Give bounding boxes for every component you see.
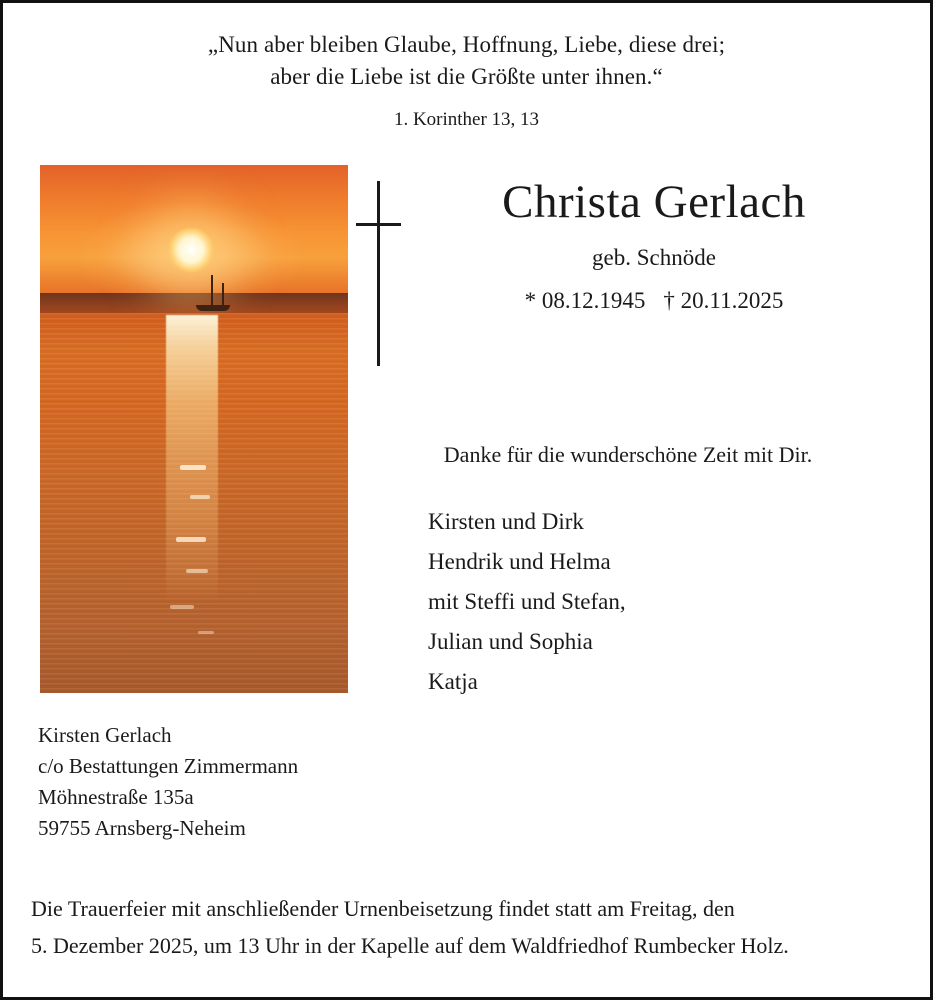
address-line: Kirsten Gerlach xyxy=(38,723,172,747)
deceased-name: Christa Gerlach xyxy=(502,176,806,228)
sunset-photo xyxy=(40,165,348,693)
funeral-details-line-1: Die Trauerfeier mit anschließender Urnenbeisetzung findet statt am Freitag, den xyxy=(31,896,735,921)
mourners-list xyxy=(356,502,900,702)
water-sparkle xyxy=(170,605,194,609)
water-sparkle xyxy=(190,495,210,499)
list-item: Hendrik und Helma xyxy=(428,549,611,574)
birth-date: * 08.12.1945 xyxy=(524,288,646,313)
photo-column xyxy=(3,165,348,693)
main-content xyxy=(3,165,930,702)
verse-line-2: aber die Liebe ist die Größte unter ihnen.“ xyxy=(270,64,663,89)
address-line: c/o Bestattungen Zimmermann xyxy=(38,754,299,778)
cross-icon xyxy=(356,181,404,366)
verse-block xyxy=(3,3,930,131)
name-row xyxy=(356,165,900,366)
text-column xyxy=(348,165,930,702)
verse-source: 1. Korinther 13, 13 xyxy=(393,109,540,130)
list-item: mit Steffi und Stefan, xyxy=(428,589,626,614)
address-line: 59755 Arnsberg-Neheim xyxy=(38,816,246,840)
address-block xyxy=(3,720,930,844)
maiden-name: geb. Schnöde xyxy=(592,245,716,270)
name-block xyxy=(404,175,900,314)
thanks-message: Danke für die wunderschöne Zeit mit Dir. xyxy=(443,442,813,467)
death-date: † 20.11.2025 xyxy=(663,288,784,313)
list-item: Katja xyxy=(428,669,478,694)
verse-line-1: „Nun aber bleiben Glaube, Hoffnung, Liebe, diese drei; xyxy=(207,32,726,57)
sun-icon xyxy=(168,227,214,273)
list-item: Julian und Sophia xyxy=(428,629,593,654)
list-item: Kirsten und Dirk xyxy=(428,509,584,534)
sun-reflection xyxy=(166,315,218,603)
water-sparkle xyxy=(186,569,208,573)
sailboat-icon xyxy=(190,273,238,313)
address-line: Möhnestraße 135a xyxy=(38,785,194,809)
water-sparkle xyxy=(198,631,214,634)
funeral-details-line-2: 5. Dezember 2025, um 13 Uhr in der Kapelle auf dem Waldfriedhof Rumbecker Holz. xyxy=(31,933,789,958)
water-sparkle xyxy=(180,465,206,470)
funeral-details xyxy=(3,890,930,964)
life-dates xyxy=(408,288,900,314)
water-sparkle xyxy=(176,537,206,542)
